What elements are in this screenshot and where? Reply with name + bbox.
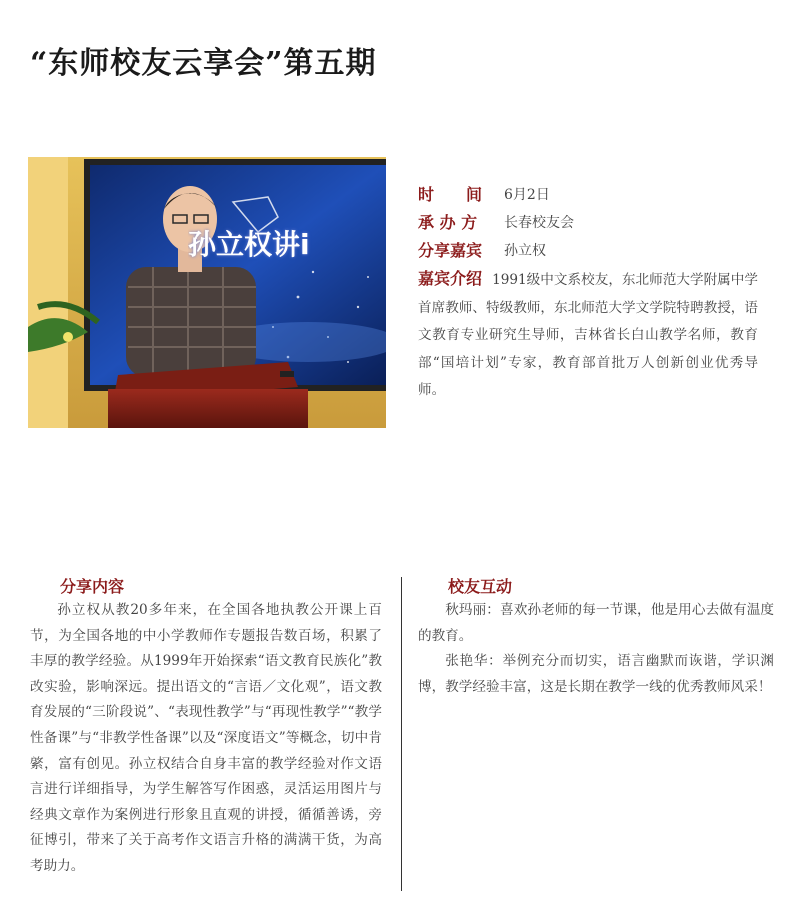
share-heading: 分享内容 bbox=[60, 577, 125, 596]
share-content bbox=[30, 598, 382, 880]
event-info bbox=[418, 181, 758, 405]
interaction-content bbox=[418, 598, 774, 700]
event-photo bbox=[28, 157, 386, 428]
photo-banner-text: 孙立权讲i bbox=[188, 228, 310, 261]
page-title: “东师校友云享会”第五期 bbox=[30, 46, 377, 81]
info-value: 6月2日 bbox=[504, 187, 550, 203]
info-label: 时 间 bbox=[418, 185, 483, 204]
info-value: 孙立权 bbox=[504, 243, 546, 259]
guest-intro bbox=[418, 265, 758, 405]
info-row-guest bbox=[418, 237, 758, 265]
share-text: 孙立权从教20多年来，在全国各地执教公开课上百节，为全国各地的中小学教师作专题报告数百场，积累了丰厚的教学经验。从1999年开始探索“语文教育民族化”教改实验，影响深远。提出语文的“言语／文化观”，语文教育发展的“三阶段说”、“表现性教学”与“再现性教学”“教学性备课”与“非教学性备课”以及“深度语文”等概念，切中肯綮，富有创见。孙立权结合自身丰富的教学经验对作文语言进行详细指导，为学生解答写作困惑，灵活运用图片与经典文章作为案例进行形象且直观的讲授，循循善诱，旁征博引，带来了关于高考作文语言升格的满满干货，为高考助力。 bbox=[30, 602, 382, 874]
info-label: 承 办 方 bbox=[418, 213, 478, 232]
info-value: 长春校友会 bbox=[504, 215, 574, 231]
info-label: 分享嘉宾 bbox=[418, 241, 483, 260]
column-divider bbox=[401, 577, 402, 891]
info-row-organizer bbox=[418, 209, 758, 237]
event-photo-illustration bbox=[28, 157, 386, 428]
comment: 张艳华：举例充分而切实，语言幽默而诙谐，学识渊博，教学经验丰富，这是长期在教学一线的优秀教师风采！ bbox=[418, 653, 774, 695]
intro-label: 嘉宾介绍 bbox=[418, 269, 483, 288]
interaction-heading: 校友互动 bbox=[448, 577, 513, 596]
comment: 秋玛丽：喜欢孙老师的每一节课，他是用心去做有温度的教育。 bbox=[418, 602, 774, 644]
intro-text: 1991级中文系校友，东北师范大学附属中学首席教师、特级教师，东北师范大学文学院特聘教授，语文教育专业研究生导师，吉林省长白山教学名师，教育部“国培计划”专家，教育部首批万人创新创业优秀导师。 bbox=[418, 272, 758, 398]
info-row-time bbox=[418, 181, 758, 209]
